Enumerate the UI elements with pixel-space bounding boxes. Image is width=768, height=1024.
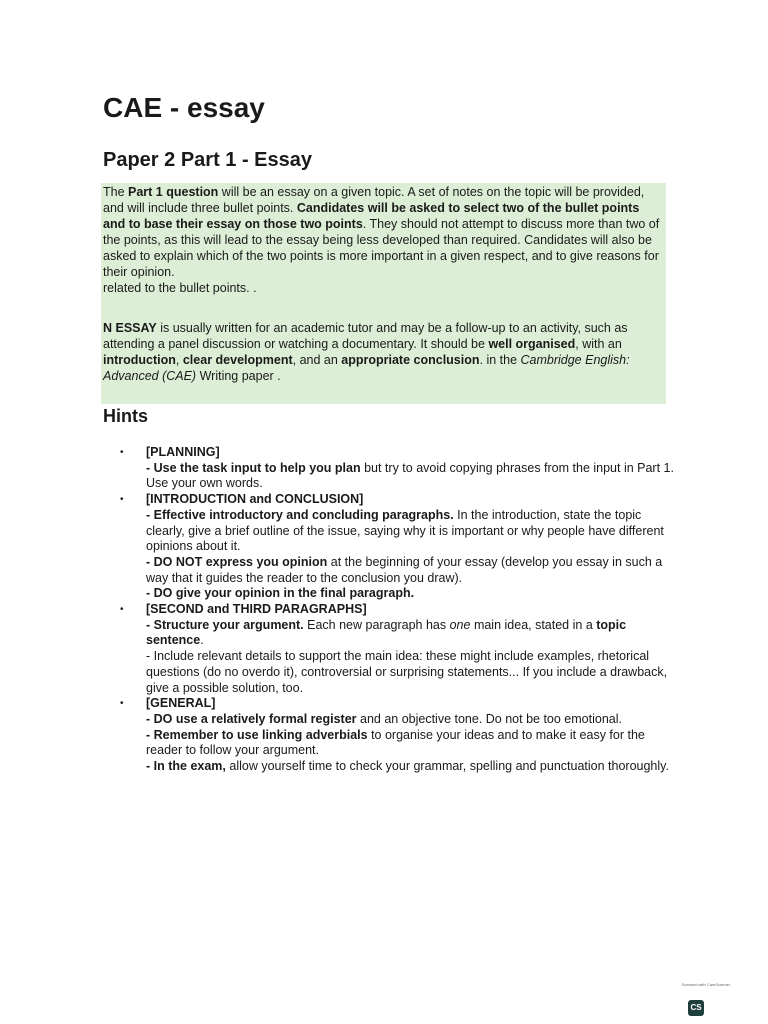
hint-general: • [GENERAL] - DO use a relatively formal register and an objective tone. Do not be too emotional. - Remember to use linking adverbials to organise your ideas and to make it easy for the reader to follow your argument. - In the exam, allow yourself time to check your grammar, spelling and punctuation thoroughly. xyxy=(120,696,680,775)
page-title: CAE - essay xyxy=(103,92,265,123)
hint-heading-intro-concl: [INTRODUCTION and CONCLUSION] xyxy=(146,492,364,507)
intro-highlight-box xyxy=(101,183,666,404)
hints-list xyxy=(120,445,680,775)
intro-paragraph-3: N ESSAY is usually written for an academic tutor and may be a follow-up to an activity, such as attending a panel discussion or watching a documentary. It should be well organised, with an introduction, clear development, and an appropriate conclusion. in the Cambridge English: Advanced (CAE) Writing paper . xyxy=(103,321,630,383)
hint-heading-general: [GENERAL] xyxy=(146,696,216,711)
hint-heading-second-third: [SECOND and THIRD PARAGRAPHS] xyxy=(146,602,367,617)
bullet-icon: • xyxy=(120,698,124,710)
emphasis-select-two-points: Candidates will be asked to select two of the bullet points and to base their essay on those two points xyxy=(103,201,640,231)
hint-second-third-paragraphs: • [SECOND and THIRD PARAGRAPHS] - Structure your argument. Each new paragraph has one main idea, stated in a topic sentence. - Include relevant details to support the main idea: these might include examples, rhetorical questions (do no overdo it), controversial or surprising statements... If you include a drawback, give a possible solution, too. xyxy=(120,602,680,696)
intro-paragraph-2: related to the bullet points. . xyxy=(103,281,257,295)
bullet-icon: • xyxy=(120,494,124,506)
intro-paragraph-1: The Part 1 question will be an essay on a given topic. A set of notes on the topic will be provided, and will include three bullet points. Candidates will be asked to select two of the bullet points and to base their essay on those two points. They should not attempt to discuss more than two of the points, as this will lead to the essay being less developed than required. Candidates will also be asked to explain which of the two points is more important in a given respect, and to give reasons for their opinion. xyxy=(103,185,660,279)
paragraph-spacer xyxy=(103,296,664,320)
scanner-watermark-text: Scanned with CamScanner xyxy=(681,982,731,987)
bullet-icon: • xyxy=(120,447,124,458)
hint-planning: • [PLANNING] - Use the task input to help you plan but try to avoid copying phrases from the input in Part 1. Use your own words. xyxy=(120,445,680,492)
hints-heading: Hints xyxy=(103,406,148,426)
bullet-icon: • xyxy=(120,604,124,616)
section-subtitle: Paper 2 Part 1 - Essay xyxy=(103,149,313,171)
hint-introduction-conclusion: • [INTRODUCTION and CONCLUSION] - Effective introductory and concluding paragraphs. In the introduction, state the topic clearly, give a brief outline of the issue, saying why it is important or why people have different opinions about it. - DO NOT express you opinion at the beginning of your essay (develop you essay in such a way that it guides the reader to the conclusion you draw). - DO give your opinion in the final paragraph. xyxy=(120,492,680,602)
emphasis-part1-question: Part 1 question xyxy=(128,185,219,199)
hint-heading-planning: [PLANNING] xyxy=(146,445,220,459)
camscanner-logo-icon: CS xyxy=(688,1000,704,1016)
